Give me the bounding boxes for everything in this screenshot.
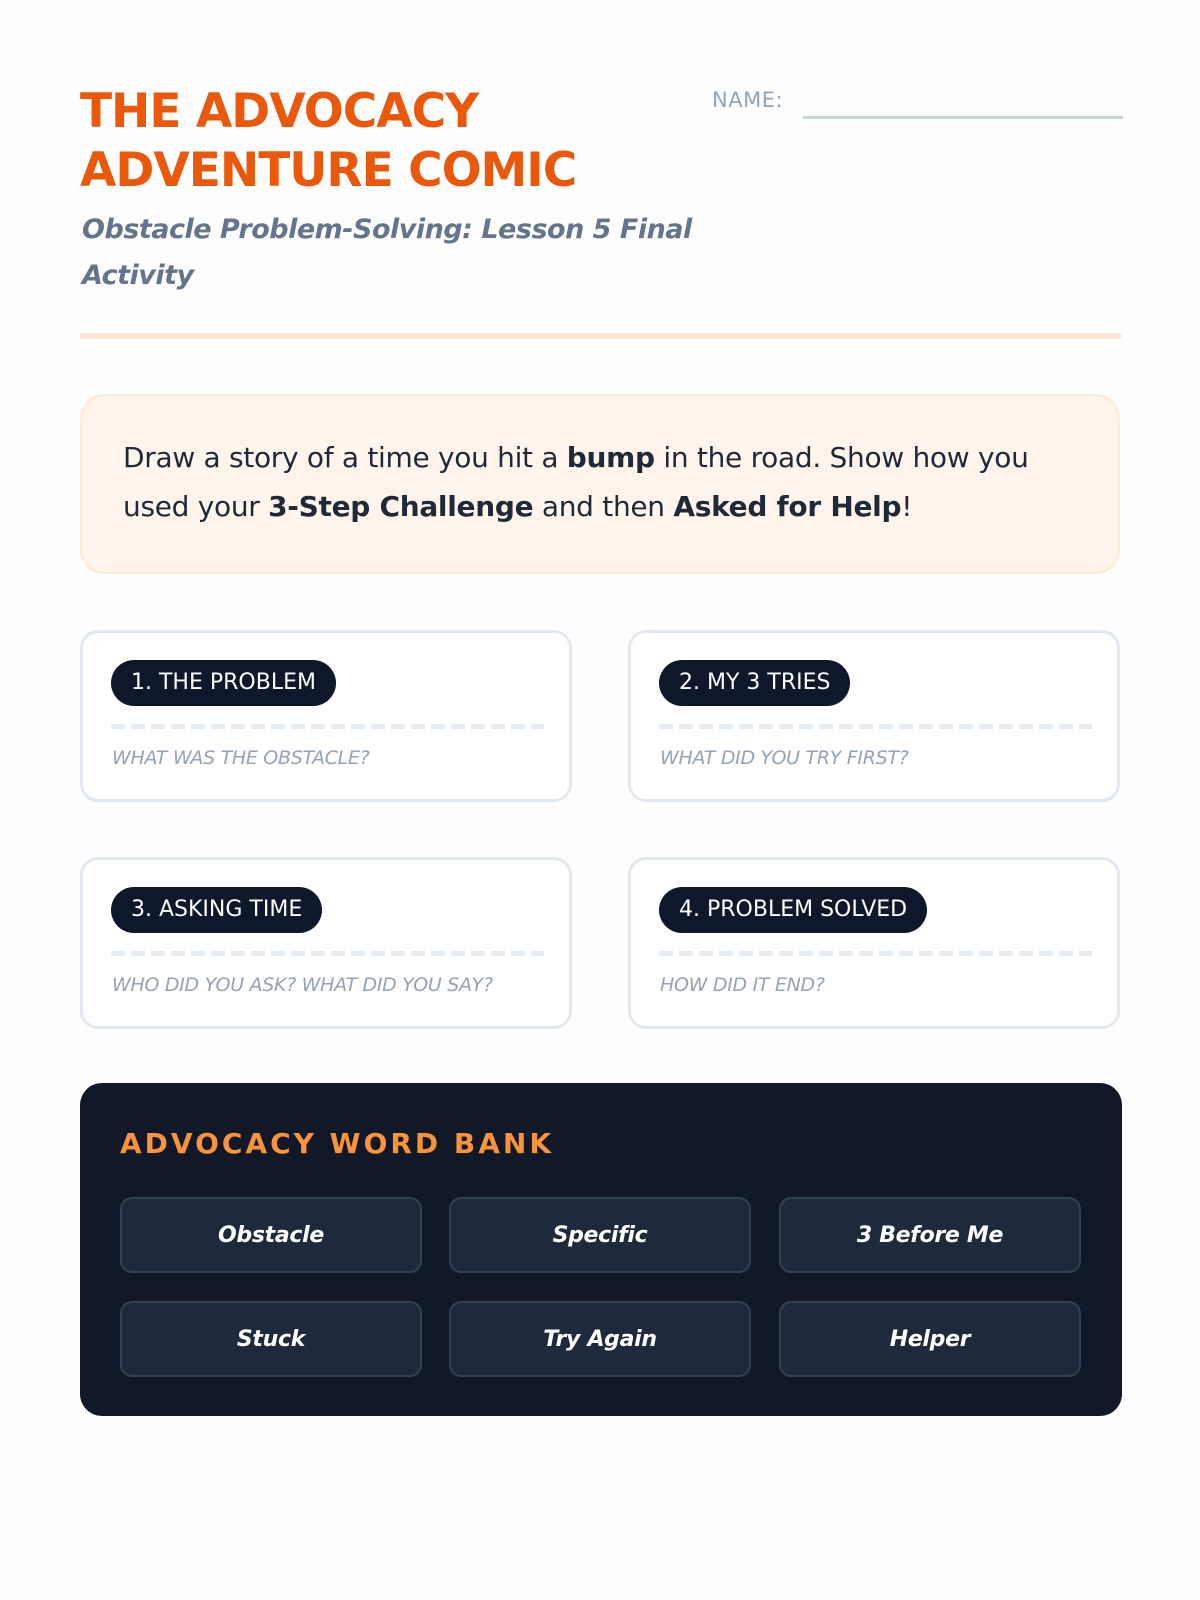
word-chip: Specific — [449, 1197, 751, 1273]
panel-divider — [111, 724, 544, 729]
word-chip: Try Again — [449, 1301, 751, 1377]
comic-panel-problem[interactable] — [80, 630, 572, 802]
word-chip: Stuck — [120, 1301, 422, 1377]
panel-tag: 2. MY 3 TRIES — [659, 660, 850, 706]
panel-divider — [659, 724, 1092, 729]
panel-tag: 4. PROBLEM SOLVED — [659, 887, 927, 933]
instruction-text-part: Draw a story of a time you hit a — [123, 441, 567, 474]
instruction-text-part: in the road. Show how you used your — [123, 441, 1029, 523]
instruction-keyword: bump — [566, 441, 655, 474]
panel-prompt: WHAT DID YOU TRY FIRST? — [660, 747, 909, 769]
instruction-text — [123, 433, 1078, 531]
panel-prompt: HOW DID IT END? — [660, 974, 825, 996]
panel-divider — [659, 951, 1092, 956]
instruction-text-part: ! — [901, 490, 913, 523]
page-subtitle: Obstacle Problem-Solving: Lesson 5 Final Activity — [82, 214, 692, 291]
word-chip: Obstacle — [120, 1197, 422, 1273]
panel-divider — [111, 951, 544, 956]
instruction-keyword: Asked for Help — [673, 490, 902, 523]
page-title: THE ADVOCACY ADVENTURE COMIC — [80, 84, 577, 198]
instruction-box — [80, 394, 1120, 574]
panel-prompt: WHO DID YOU ASK? WHAT DID YOU SAY? — [112, 974, 493, 996]
instruction-text-part: and then — [533, 490, 674, 523]
word-chip: 3 Before Me — [779, 1197, 1081, 1273]
comic-panel-tries[interactable] — [628, 630, 1120, 802]
instruction-keyword: 3-Step Challenge — [268, 490, 534, 523]
comic-panel-solved[interactable] — [628, 857, 1120, 1029]
name-label: NAME: — [712, 88, 784, 112]
name-write-line[interactable] — [803, 116, 1123, 119]
header-divider — [80, 333, 1122, 339]
panel-tag: 3. ASKING TIME — [111, 887, 322, 933]
name-field[interactable] — [712, 86, 1122, 126]
worksheet-header — [80, 82, 1122, 291]
panel-tag: 1. THE PROBLEM — [111, 660, 336, 706]
word-bank — [80, 1083, 1122, 1416]
comic-panel-asking[interactable] — [80, 857, 572, 1029]
word-chip: Helper — [779, 1301, 1081, 1377]
word-bank-title: ADVOCACY WORD BANK — [120, 1127, 555, 1160]
panel-prompt: WHAT WAS THE OBSTACLE? — [112, 747, 370, 769]
